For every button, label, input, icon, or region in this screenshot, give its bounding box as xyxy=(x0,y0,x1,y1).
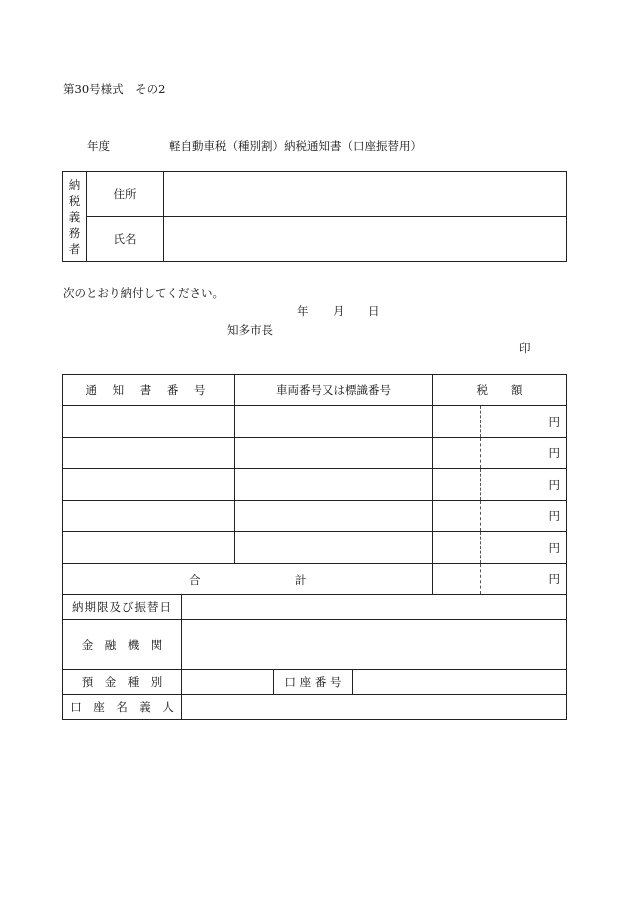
deposit-type-field[interactable] xyxy=(182,670,274,695)
amount-yen-cell[interactable]: 円 xyxy=(481,406,567,438)
vehicle-number-cell[interactable] xyxy=(235,532,433,564)
issuer-name: 知多市長 xyxy=(227,323,273,337)
account-number-field[interactable] xyxy=(353,670,567,695)
header-vehicle-number: 車両番号又は標識番号 xyxy=(235,375,433,406)
table-row xyxy=(63,438,567,469)
notice-number-cell[interactable] xyxy=(63,438,235,469)
account-holder-field[interactable] xyxy=(182,695,567,720)
amount-yen-cell[interactable]: 円 xyxy=(481,469,567,501)
taxpayer-table xyxy=(62,171,567,262)
amount-upper-cell[interactable] xyxy=(433,501,481,532)
table-row xyxy=(63,406,567,438)
notice-number-cell[interactable] xyxy=(63,532,235,564)
table-row xyxy=(63,532,567,564)
side-char: 納 xyxy=(68,177,81,192)
notice-number-cell[interactable] xyxy=(63,469,235,501)
amount-upper-cell[interactable] xyxy=(433,438,481,469)
amount-yen-cell[interactable]: 円 xyxy=(481,438,567,469)
date-day: 日 xyxy=(368,304,380,318)
name-label: 氏名 xyxy=(87,217,164,262)
form-number: 第30号様式 その2 xyxy=(63,82,166,96)
side-char: 者 xyxy=(68,241,81,256)
amount-upper-cell[interactable] xyxy=(433,469,481,501)
side-char: 税 xyxy=(68,193,81,208)
account-holder-label: 口 座 名 義 人 xyxy=(63,695,182,720)
due-date-label: 納期限及び振替日 xyxy=(63,595,182,620)
notice-number-cell[interactable] xyxy=(63,406,235,438)
due-date-field[interactable] xyxy=(182,595,567,620)
seal-mark: 印 xyxy=(519,341,531,355)
vehicle-number-cell[interactable] xyxy=(235,406,433,438)
vehicle-number-cell[interactable] xyxy=(235,469,433,501)
vehicle-number-cell[interactable] xyxy=(235,501,433,532)
account-number-label: 口 座 番 号 xyxy=(274,670,353,695)
bank-info-table xyxy=(62,594,567,720)
taxpayer-side-label xyxy=(63,172,87,262)
header-notice-number: 通 知 書 番 号 xyxy=(63,375,235,406)
name-field[interactable] xyxy=(164,217,567,262)
total-label-right: 計 xyxy=(295,573,307,587)
table-row xyxy=(63,469,567,501)
total-row xyxy=(63,564,567,595)
tax-amount-table xyxy=(62,374,567,595)
total-yen-cell[interactable]: 円 xyxy=(481,564,567,595)
total-label xyxy=(63,564,433,595)
total-label-left: 合 xyxy=(189,573,201,587)
institution-field[interactable] xyxy=(182,620,567,670)
amount-yen-cell[interactable]: 円 xyxy=(481,501,567,532)
address-label: 住所 xyxy=(87,172,164,217)
total-amount-upper-cell[interactable] xyxy=(433,564,481,595)
address-field[interactable] xyxy=(164,172,567,217)
notice-number-cell[interactable] xyxy=(63,501,235,532)
deposit-type-label: 預 金 種 別 xyxy=(63,670,182,695)
institution-label: 金 融 機 関 xyxy=(63,620,182,670)
date-month: 月 xyxy=(333,304,345,318)
side-char: 務 xyxy=(68,225,81,240)
amount-upper-cell[interactable] xyxy=(433,406,481,438)
page-title: 軽自動車税（種別割）納税通知書（口座振替用） xyxy=(169,139,422,153)
amount-yen-cell[interactable]: 円 xyxy=(481,532,567,564)
fiscal-year-label: 年度 xyxy=(87,139,110,153)
vehicle-number-cell[interactable] xyxy=(235,438,433,469)
table-row xyxy=(63,501,567,532)
header-tax-amount: 税 額 xyxy=(433,375,567,406)
amount-upper-cell[interactable] xyxy=(433,532,481,564)
date-year: 年 xyxy=(297,304,309,318)
instruction-text: 次のとおり納付してください。 xyxy=(63,286,224,300)
side-char: 義 xyxy=(68,209,81,224)
